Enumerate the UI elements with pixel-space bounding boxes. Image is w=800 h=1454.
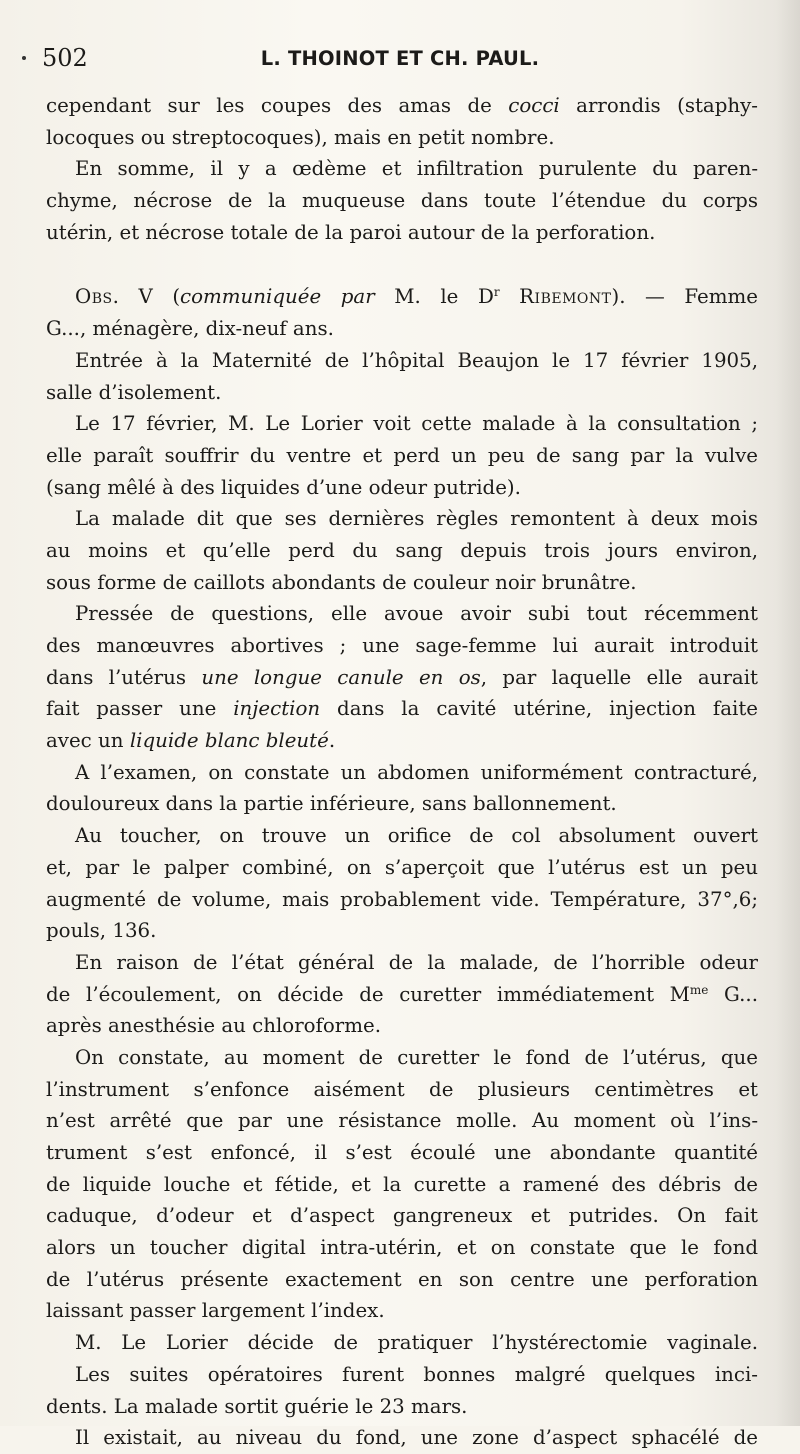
text-line — [46, 90, 758, 122]
text-line — [46, 693, 758, 725]
body-text — [46, 90, 758, 1454]
section-gap — [46, 248, 758, 281]
italic-text: cocci — [508, 94, 560, 117]
text-segment — [500, 285, 520, 308]
text-segment: En raison de l’état général de la malade, de l’horrible odeur — [75, 950, 758, 974]
text-line — [46, 185, 758, 217]
page-header — [0, 40, 800, 80]
text-segment: locoques ou streptocoques), mais en petit nombre. — [46, 125, 555, 149]
text-line — [46, 1074, 758, 1106]
text-segment: dans l’utérus — [46, 665, 202, 689]
text-line — [46, 884, 758, 916]
text-segment: M. le D — [374, 285, 494, 309]
text-line — [46, 788, 758, 820]
small-caps-text: Obs — [75, 285, 113, 309]
superscript: r — [493, 285, 500, 300]
text-segment: arrondis (staphy- — [559, 94, 758, 117]
text-segment: dents. La malade sortit guérie le 23 mars. — [46, 1394, 468, 1418]
text-segment: au moins et qu’elle perd du sang depuis trois jours environ, — [46, 538, 758, 562]
text-line — [46, 345, 758, 377]
text-line — [46, 947, 758, 979]
text-segment: Le 17 février, M. Le Lorier voit cette malade à la consultation ; — [75, 412, 758, 436]
text-line — [46, 1042, 758, 1074]
text-line — [46, 217, 758, 249]
text-segment: . — [328, 729, 336, 753]
text-line — [46, 1327, 758, 1359]
text-line — [46, 852, 758, 884]
running-head: L. THOINOT ET CH. PAUL. — [260, 47, 540, 70]
text-line — [46, 757, 758, 789]
superscript: me — [689, 982, 709, 997]
text-line — [46, 567, 758, 599]
text-segment: fait passer une — [46, 697, 234, 721]
text-segment: utérin, et nécrose totale de la paroi autour de la perforation. — [46, 220, 656, 244]
text-segment: M. Le Lorier décide de pratiquer l’hystérectomie vaginale. — [75, 1331, 758, 1355]
text-segment: La malade dit que ses dernières règles remontent à deux mois — [75, 507, 758, 531]
italic-text: communiquée par — [180, 285, 375, 309]
text-line — [46, 535, 758, 567]
text-segment: salle d’isolement. — [46, 380, 222, 404]
text-segment: pouls, 136. — [46, 919, 157, 943]
text-line — [46, 725, 758, 757]
italic-text: liquide blanc bleuté — [129, 729, 329, 753]
text-segment: Au toucher, on trouve un orifice de col absolument ouvert — [75, 824, 758, 848]
text-line — [46, 630, 758, 662]
text-line — [46, 1232, 758, 1264]
text-segment: avec un — [46, 729, 130, 753]
text-line — [46, 1295, 758, 1327]
text-line — [46, 1422, 758, 1454]
text-segment: et, par le palper combiné, on s’aperçoit que l’utérus est un peu — [46, 855, 758, 879]
text-line — [46, 1137, 758, 1169]
text-segment: Les suites opératoires furent bonnes malgré quelques inci- — [75, 1362, 758, 1386]
text-segment: ). — Femme — [611, 285, 758, 309]
text-line — [46, 503, 758, 535]
text-segment: n’est arrêté que par une résistance molle. Au moment où l’ins- — [46, 1109, 758, 1133]
text-line — [46, 408, 758, 440]
text-segment: G... — [708, 982, 758, 1006]
text-segment: chyme, nécrose de la muqueuse dans toute l’étendue du corps — [46, 189, 758, 213]
text-line — [46, 662, 758, 694]
text-segment: laissant passer largement l’index. — [46, 1299, 385, 1323]
text-line — [46, 440, 758, 472]
text-segment: de liquide louche et fétide, et la curette a ramené des débris de — [46, 1172, 758, 1196]
text-segment: , par laquelle elle aurait — [480, 665, 758, 689]
text-segment: Il existait, au niveau du fond, une zone d’aspect sphacélé de — [75, 1426, 758, 1450]
text-line — [46, 472, 758, 504]
text-segment: l’instrument s’enfonce aisément de plusieurs centimètres et — [46, 1077, 758, 1101]
text-line — [46, 281, 758, 313]
text-line — [46, 1359, 758, 1391]
text-segment: . V ( — [112, 285, 181, 309]
margin-mark — [22, 56, 26, 60]
text-line — [46, 820, 758, 852]
italic-text: une longue canule en os — [201, 665, 481, 689]
text-segment: de l’utérus présente exactement en son centre une perforation — [46, 1267, 758, 1291]
text-segment: des manœuvres abortives ; une sage-femme lui aurait introduit — [46, 634, 758, 657]
text-segment: En somme, il y a œdème et infiltration purulente du paren- — [75, 157, 758, 181]
text-line — [46, 1105, 758, 1137]
text-line — [46, 979, 758, 1011]
text-segment: (sang mêlé à des liquides d’une odeur putride). — [46, 475, 521, 499]
text-segment: On constate, au moment de curetter le fond de l’utérus, que — [75, 1045, 758, 1069]
text-line — [46, 598, 758, 630]
text-segment: de l’écoulement, on décide de curetter immédiatement M — [46, 982, 690, 1006]
text-segment: alors un toucher digital intra-utérin, et on constate que le fond — [46, 1236, 758, 1260]
text-line — [46, 1169, 758, 1201]
text-segment: trument s’est enfoncé, il s’est écoulé une abondante quantité — [46, 1141, 758, 1164]
text-segment: augmenté de volume, mais probablement vide. Température, 37°,6; — [46, 887, 758, 911]
text-line — [46, 1264, 758, 1296]
text-line — [46, 153, 758, 185]
italic-text: injection — [233, 697, 321, 721]
text-segment: cependant sur les coupes des amas de — [46, 94, 509, 117]
text-line — [46, 377, 758, 409]
text-line — [46, 122, 758, 154]
text-segment: Entrée à la Maternité de l’hôpital Beaujon le 17 février 1905, — [75, 348, 758, 372]
text-segment: G..., ménagère, dix-neuf ans. — [46, 317, 334, 341]
small-caps-text: Ribemont — [519, 285, 612, 309]
text-line — [46, 1010, 758, 1042]
text-line — [46, 1200, 758, 1232]
text-line — [46, 313, 758, 345]
text-segment: A l’examen, on constate un abdomen uniformément contracturé, — [75, 760, 758, 784]
text-segment: après anesthésie au chloroforme. — [46, 1014, 381, 1038]
text-segment: caduque, d’odeur et d’aspect gangreneux et putrides. On fait — [46, 1204, 758, 1228]
text-segment: sous forme de caillots abondants de couleur noir brunâtre. — [46, 570, 637, 594]
text-segment: elle paraît souffrir du ventre et perd un peu de sang par la vulve — [46, 443, 758, 467]
text-line — [46, 915, 758, 947]
text-segment: Pressée de questions, elle avoue avoir subi tout récemment — [75, 602, 758, 626]
page-number: 502 — [42, 44, 88, 72]
text-line — [46, 1391, 758, 1423]
text-segment: dans la cavité utérine, injection faite — [320, 697, 758, 721]
text-segment: douloureux dans la partie inférieure, sans ballonnement. — [46, 792, 617, 816]
